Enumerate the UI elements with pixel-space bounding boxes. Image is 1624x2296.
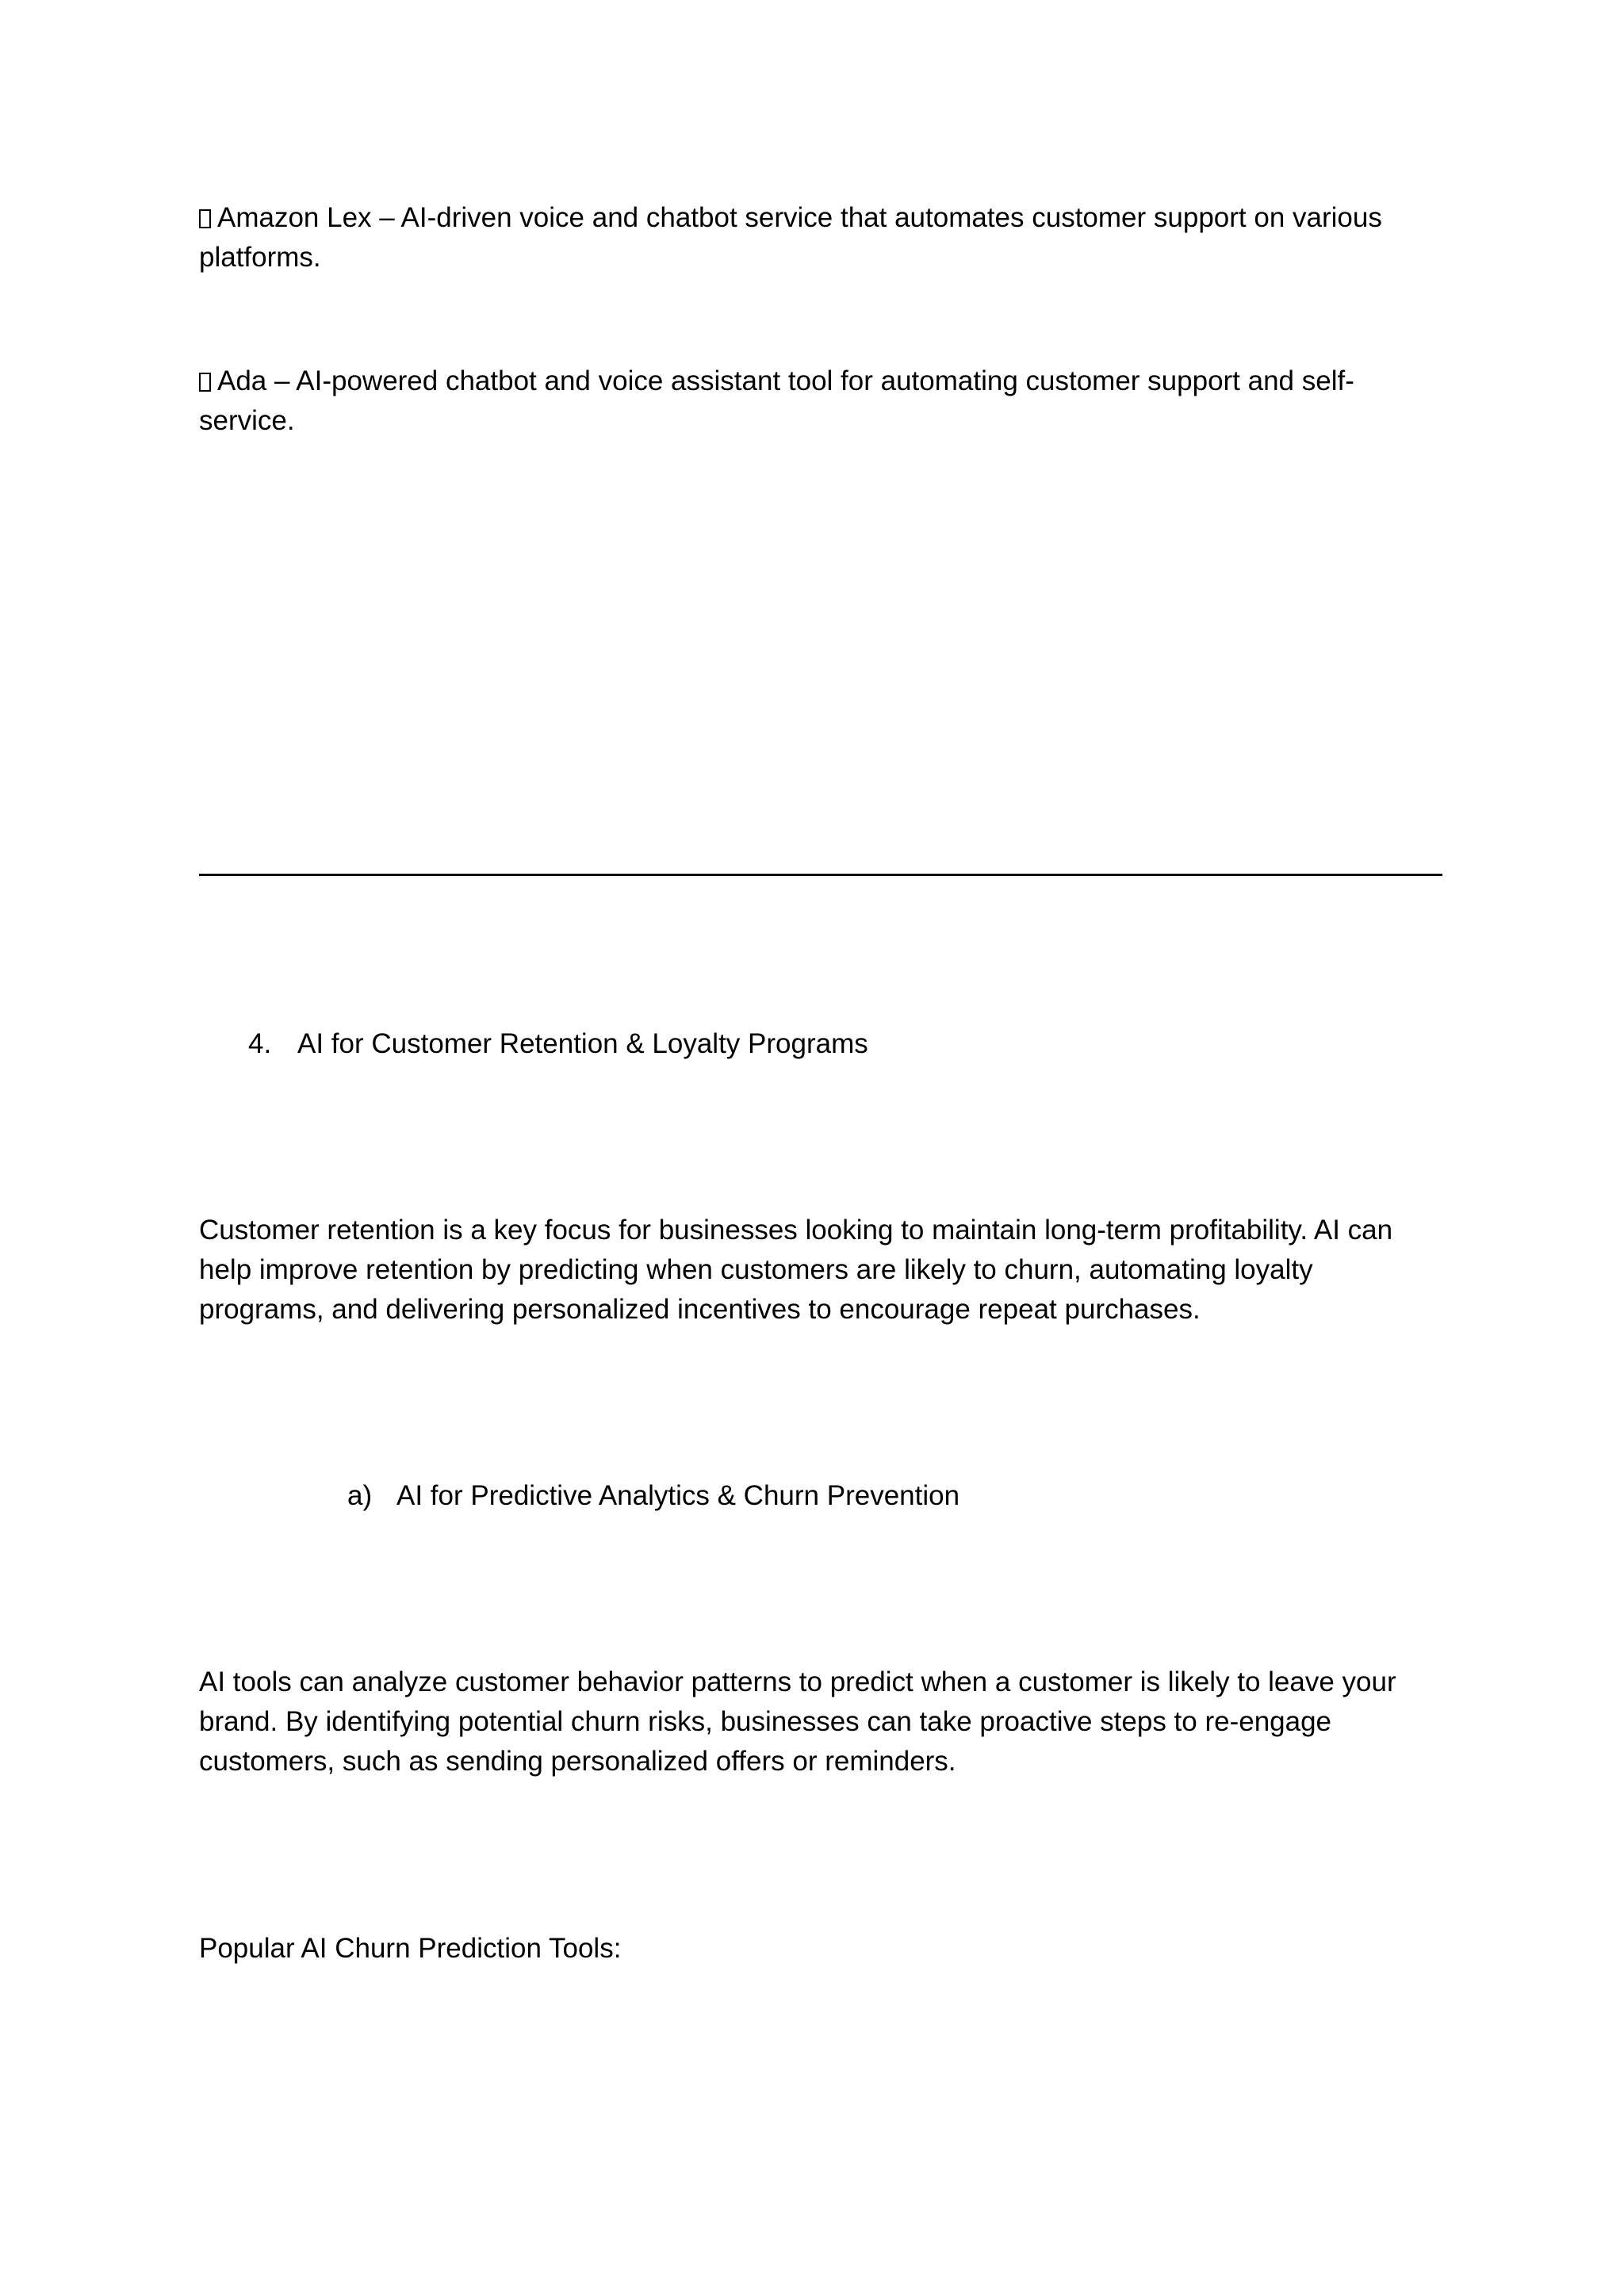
section-title: AI for Customer Retention & Loyalty Programs [297, 1028, 868, 1059]
section-number: 4. [248, 1028, 272, 1059]
subsection-heading [347, 1476, 960, 1516]
subsection-title: AI for Predictive Analytics & Churn Prevention [396, 1480, 960, 1511]
missing-glyph-icon [199, 209, 211, 228]
section-intro-paragraph: Customer retention is a key focus for businesses looking to maintain long-term profitability. AI can help improve retention by predicting when customers are likely to churn, automating loyalty programs, and delivering personalized incentives to encourage repeat purchases. [199, 1215, 1393, 1325]
bullet-text: Ada – AI-powered chatbot and voice assistant tool for automating customer support and self-service. [199, 365, 1354, 436]
tools-heading: Popular AI Churn Prediction Tools: [199, 1933, 622, 1964]
bullet-ada [199, 362, 1436, 441]
section-heading [248, 1024, 868, 1064]
horizontal-divider [199, 874, 1442, 876]
bullet-text: Amazon Lex – AI-driven voice and chatbot service that automates customer support on various platforms. [199, 202, 1382, 273]
bullet-amazon-lex [199, 198, 1436, 277]
subsection-body-paragraph: AI tools can analyze customer behavior patterns to predict when a customer is likely to leave your brand. By identifying potential churn risks, businesses can take proactive steps to re-engage customers, such as sending personalized offers or reminders. [199, 1667, 1396, 1777]
subsection-letter: a) [347, 1480, 373, 1511]
missing-glyph-icon [199, 373, 211, 392]
